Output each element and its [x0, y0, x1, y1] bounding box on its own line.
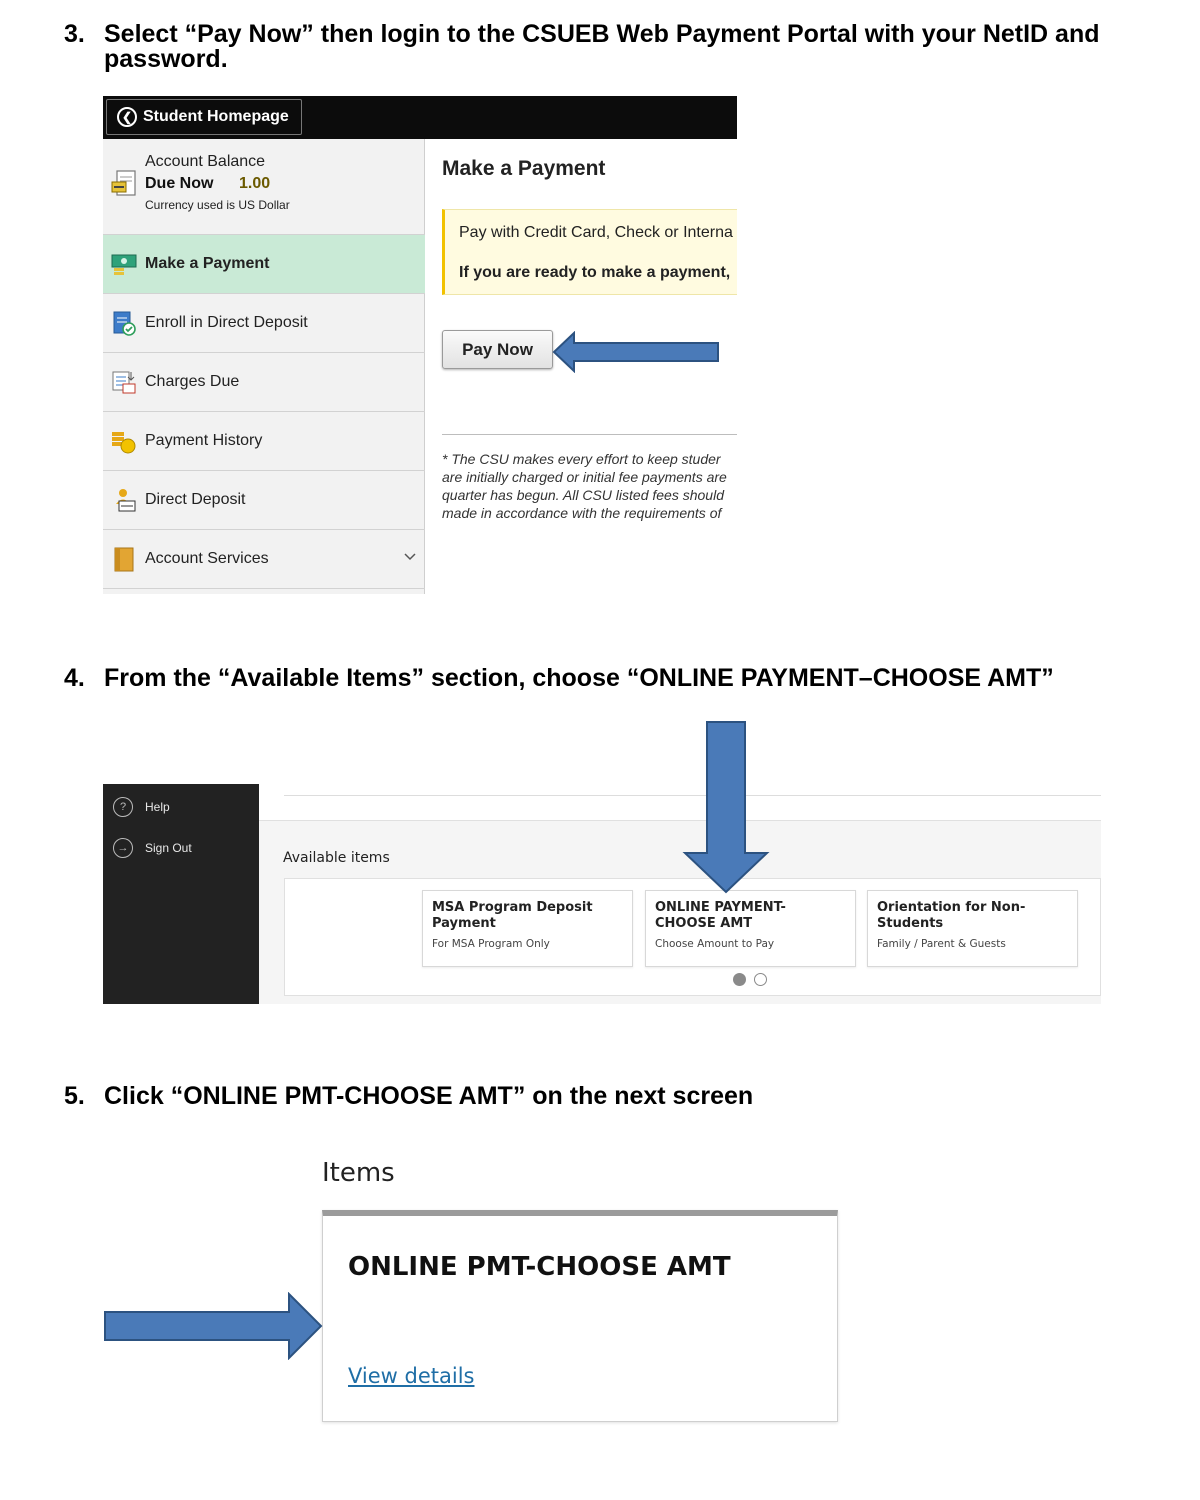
item-card-msa-deposit[interactable] [422, 890, 633, 967]
payment-note [442, 209, 737, 295]
item-card-orientation[interactable] [867, 890, 1078, 967]
enroll-deposit-icon [111, 310, 137, 336]
footnote-line: * The CSU makes every effort to keep studer [442, 451, 721, 467]
account-balance-icon [111, 169, 139, 199]
student-homepage-button[interactable] [106, 99, 302, 135]
due-now-amount: 1.00 [239, 175, 271, 192]
sidebar-item-direct-deposit[interactable] [103, 471, 425, 530]
left-arrow-pay-now [552, 331, 722, 373]
help-label: Help [145, 800, 170, 814]
item-card-online-payment[interactable] [645, 890, 856, 967]
payment-note-line1: Pay with Credit Card, Check or Interna [459, 224, 733, 241]
carousel-dot[interactable] [754, 973, 767, 986]
step-number: 3. [64, 20, 85, 48]
portal-sidebar [103, 784, 259, 1004]
make-payment-title: Make a Payment [442, 157, 606, 180]
help-icon: ? [113, 797, 133, 817]
card-title-line2: Payment [432, 916, 496, 931]
card-subtitle: Family / Parent & Guests [877, 938, 1006, 950]
sidebar-item-account-services[interactable] [103, 530, 425, 589]
card-subtitle: For MSA Program Only [432, 938, 550, 950]
pay-now-button[interactable]: Pay Now [442, 330, 553, 369]
sign-out-label: Sign Out [145, 841, 192, 855]
sidebar-item-label: Charges Due [145, 373, 240, 390]
divider [442, 434, 737, 435]
footnote [442, 450, 737, 522]
folder-icon [111, 546, 137, 572]
card-title-line1: ONLINE PAYMENT- [655, 900, 786, 915]
down-arrow-online-payment [682, 720, 770, 896]
carousel-dot-active[interactable] [733, 973, 746, 986]
sign-out-icon: → [113, 838, 133, 858]
top-bar [103, 96, 737, 139]
help-link[interactable] [113, 797, 170, 817]
account-balance-panel[interactable] [103, 139, 425, 235]
step-number: 4. [64, 664, 85, 692]
item-card-online-pmt[interactable] [322, 1210, 838, 1422]
back-chevron-icon: ❮ [117, 107, 137, 127]
sidebar-item-charges-due[interactable] [103, 353, 425, 412]
sign-out-link[interactable] [113, 838, 192, 858]
sidebar-item-label: Payment History [145, 432, 263, 449]
payment-portal-screenshot [103, 784, 1101, 1004]
footnote-line: quarter has begun. All CSU listed fees should [442, 487, 724, 503]
payment-icon [111, 251, 137, 277]
chevron-down-icon[interactable] [404, 553, 416, 561]
sidebar [103, 139, 425, 594]
items-heading: Items [322, 1158, 395, 1188]
history-icon [111, 428, 137, 454]
card-title-line1: Orientation for Non- [877, 900, 1026, 915]
card-subtitle: Choose Amount to Pay [655, 938, 775, 950]
sidebar-item-make-payment[interactable] [103, 235, 425, 294]
sidebar-item-label: Account Services [145, 550, 269, 567]
step-text-line1: Select “Pay Now” then login to the CSUEB Web Payment Portal with your NetID and [104, 20, 1100, 48]
card-title-line2: Students [877, 916, 944, 931]
account-balance-title: Account Balance [145, 153, 266, 170]
right-arrow-online-pmt [103, 1292, 325, 1360]
footnote-line: made in accordance with the requirements of [442, 505, 722, 521]
currency-note: Currency used is US Dollar [145, 198, 290, 212]
sidebar-item-label: Make a Payment [145, 255, 270, 272]
charges-icon [111, 369, 137, 395]
item-card-title: ONLINE PMT-CHOOSE AMT [348, 1252, 731, 1282]
view-details-link[interactable]: View details [348, 1364, 475, 1388]
card-title-line1: MSA Program Deposit [432, 900, 593, 915]
step-text-line1: From the “Available Items” section, choose “ONLINE PAYMENT–CHOOSE AMT” [104, 664, 1054, 692]
step-number: 5. [64, 1082, 85, 1110]
payment-note-line2: If you are ready to make a payment, [459, 264, 731, 281]
student-homepage-label: Student Homepage [143, 108, 289, 125]
footnote-line: are initially charged or initial fee payments are [442, 469, 727, 485]
sidebar-item-label: Enroll in Direct Deposit [145, 314, 308, 331]
available-items-label: Available items [283, 850, 390, 866]
sidebar-item-enroll-direct-deposit[interactable] [103, 294, 425, 353]
step-text-line1: Click “ONLINE PMT-CHOOSE AMT” on the next screen [104, 1082, 754, 1110]
sidebar-item-payment-history[interactable] [103, 412, 425, 471]
step-text-line2: password. [104, 45, 228, 73]
direct-deposit-icon [111, 487, 137, 513]
card-title-line2: CHOOSE AMT [655, 916, 753, 931]
due-now-label: Due Now [145, 175, 214, 192]
sidebar-item-label: Direct Deposit [145, 491, 246, 508]
